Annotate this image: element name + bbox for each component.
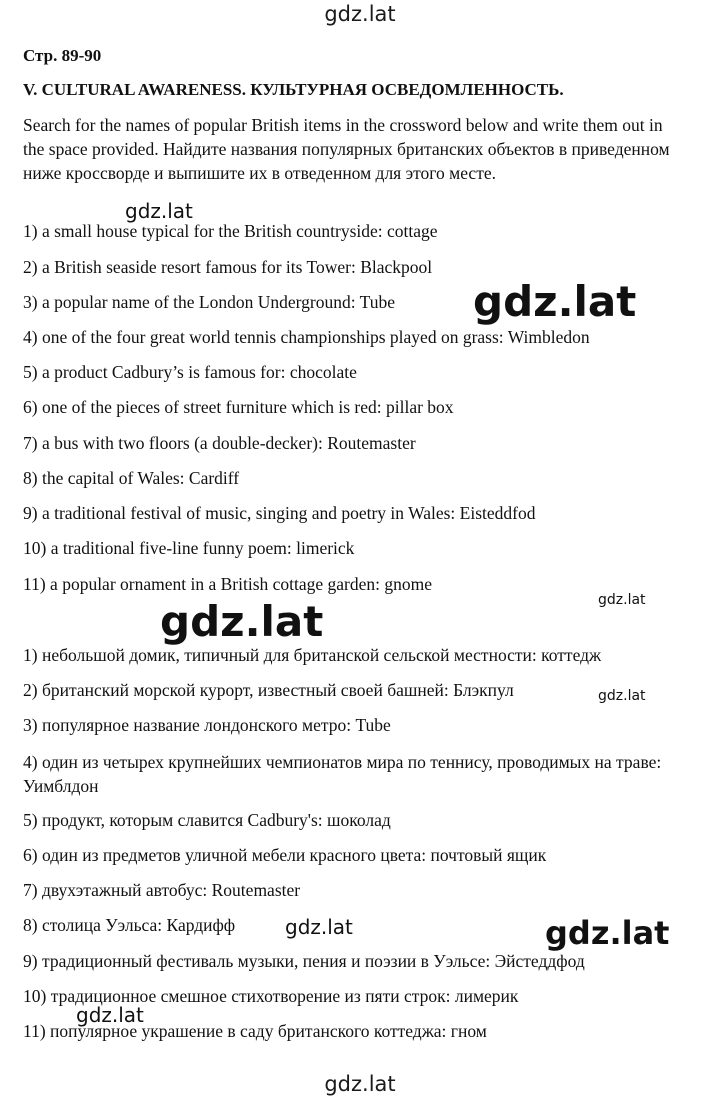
instruction-text: Search for the names of popular British items in the crossword below and write them out in the space provided. Найдите названия популярных британских объектов в приведенном ниже кроссворде и выпишите их в отведенном для этого месте. xyxy=(23,115,670,183)
answer-ru-9: 9) традиционный фестиваль музыки, пения и поэзии в Уэльсе: Эйстеддфод xyxy=(23,951,585,971)
footer-watermark: gdz.lat xyxy=(324,1072,396,1096)
answer-en-1: 1) a small house typical for the British countryside: cottage xyxy=(23,221,438,241)
answer-en-4: 4) one of the four great world tennis championships played on grass: Wimbledon xyxy=(23,327,590,347)
answer-ru-11: 11) популярное украшение в саду британского коттеджа: гном xyxy=(23,1021,487,1041)
answer-ru-10: 10) традиционное смешное стихотворение из пяти строк: лимерик xyxy=(23,986,519,1006)
watermark-big-1: gdz.lat xyxy=(473,277,637,326)
watermark-tiny-1: gdz.lat xyxy=(598,592,646,608)
answer-en-10: 10) a traditional five-line funny poem: limerick xyxy=(23,538,355,558)
answer-en-9: 9) a traditional festival of music, singing and poetry in Wales: Eisteddfod xyxy=(23,503,536,523)
answer-ru-3: 3) популярное название лондонского метро: Tube xyxy=(23,715,391,735)
answer-en-2: 2) a British seaside resort famous for its Tower: Blackpool xyxy=(23,257,433,277)
answer-ru-1: 1) небольшой домик, типичный для британской сельской местности: коттедж xyxy=(23,645,602,665)
answer-en-7: 7) a bus with two floors (a double-decker): Routemaster xyxy=(23,433,416,453)
answer-en-5: 5) a product Cadbury’s is famous for: chocolate xyxy=(23,362,357,382)
answer-en-8: 8) the capital of Wales: Cardiff xyxy=(23,468,240,488)
answer-ru-6: 6) один из предметов уличной мебели красного цвета: почтовый ящик xyxy=(23,845,547,865)
watermark-small-2: gdz.lat xyxy=(285,915,353,939)
page-reference: Стр. 89-90 xyxy=(23,46,102,65)
watermark-mid-1: gdz.lat xyxy=(545,914,670,952)
header-watermark: gdz.lat xyxy=(324,2,396,26)
answer-ru-2: 2) британский морской курорт, известный своей башней: Блэкпул xyxy=(23,680,514,700)
watermark-tiny-2: gdz.lat xyxy=(598,688,646,704)
watermark-small-1: gdz.lat xyxy=(125,199,193,223)
answer-ru-8: 8) столица Уэльса: Кардифф xyxy=(23,915,236,935)
answer-ru-7: 7) двухэтажный автобус: Routemaster xyxy=(23,880,301,900)
answer-ru-4: 4) один из четырех крупнейших чемпионатов мира по теннису, проводимых на траве: Уимблдон xyxy=(23,752,662,796)
watermark-small-3: gdz.lat xyxy=(76,1003,144,1027)
answer-en-11: 11) a popular ornament in a British cottage garden: gnome xyxy=(23,574,433,594)
answer-en-6: 6) one of the pieces of street furniture which is red: pillar box xyxy=(23,397,454,417)
answer-ru-5: 5) продукт, которым славится Cadbury's: шоколад xyxy=(23,810,391,830)
answer-en-3: 3) a popular name of the London Underground: Tube xyxy=(23,292,395,312)
section-title: V. CULTURAL AWARENESS. КУЛЬТУРНАЯ ОСВЕДОМЛЕННОСТЬ. xyxy=(23,80,564,99)
watermark-big-2: gdz.lat xyxy=(160,597,324,646)
